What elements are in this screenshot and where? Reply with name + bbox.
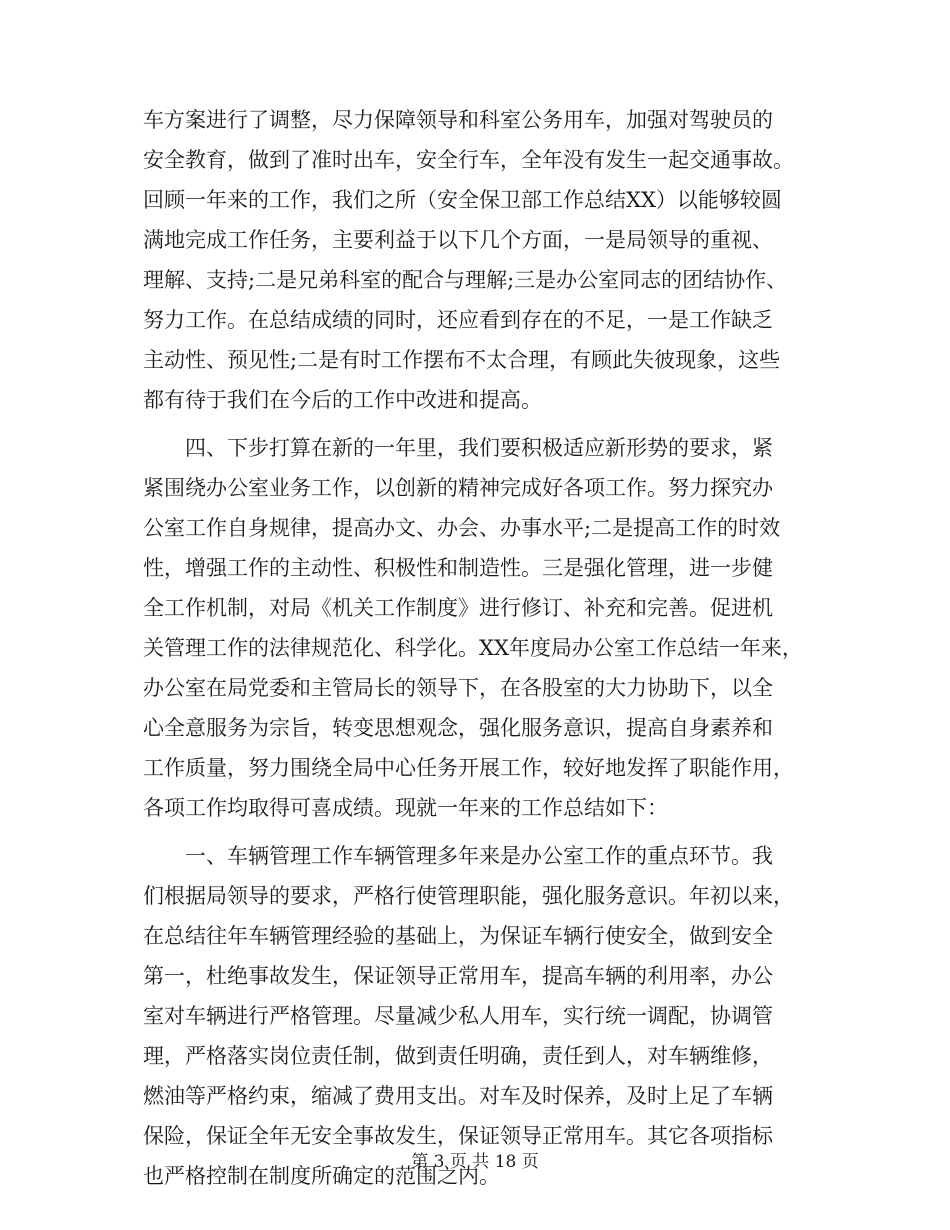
text-line: 努力工作。在总结成绩的同时，还应看到存在的不足，一是工作缺乏 [143, 308, 773, 332]
text-line: 各项工作均取得可喜成绩。现就一年来的工作总结如下： [143, 796, 668, 820]
text-line: 保险，保证全年无安全事故发生，保证领导正常用车。其它各项指标 [143, 1124, 773, 1148]
text-line: 们根据局领导的要求，严格行使管理职能，强化服务意识。年初以来， [143, 884, 794, 908]
text-line: 都有待于我们在今后的工作中改进和提高。 [143, 388, 542, 412]
text-line: 回顾一年来的工作，我们之所（安全保卫部工作总结XX）以能够较圆 [143, 188, 782, 212]
text-line: 车方案进行了调整，尽力保障领导和科室公务用车，加强对驾驶员的 [143, 108, 773, 132]
text-line: 公室工作自身规律，提高办文、办会、办事水平;二是提高工作的时效 [143, 516, 781, 540]
text-line: 燃油等严格约束，缩减了费用支出。对车及时保养，及时上足了车辆 [143, 1084, 773, 1108]
text-line: 满地完成工作任务，主要利益于以下几个方面，一是局领导的重视、 [143, 228, 773, 252]
page-number-footer: 第 3 页 共 18 页 [411, 1152, 539, 1172]
text-line: 办公室在局党委和主管局长的领导下，在各股室的大力协助下，以全 [143, 676, 773, 700]
text-line: 理，严格落实岗位责任制，做到责任明确，责任到人，对车辆维修， [143, 1044, 773, 1068]
text-line: 心全意服务为宗旨，转变思想观念，强化服务意识，提高自身素养和 [143, 716, 773, 740]
text-line: 紧围绕办公室业务工作，以创新的精神完成好各项工作。努力探究办 [143, 476, 773, 500]
text-line: 在总结往年车辆管理经验的基础上，为保证车辆行使安全，做到安全 [143, 924, 773, 948]
text-line: 关管理工作的法律规范化、科学化。XX年度局办公室工作总结一年来， [143, 636, 803, 660]
paragraph-gap [143, 420, 808, 428]
paragraph-gap [143, 828, 808, 836]
document-body [143, 100, 808, 1196]
text-line: 理解、支持;二是兄弟科室的配合与理解;三是办公室同志的团结协作、 [143, 268, 788, 292]
text-line: 全工作机制，对局《机关工作制度》进行修订、补充和完善。促进机 [143, 596, 773, 620]
text-line: 室对车辆进行严格管理。尽量减少私人用车，实行统一调配，协调管 [143, 1004, 773, 1028]
text-line: 工作质量，努力围绕全局中心任务开展工作，较好地发挥了职能作用， [143, 756, 794, 780]
text-line: 主动性、预见性;二是有时工作摆布不太合理，有顾此失彼现象，这些 [143, 348, 781, 372]
text-line: 一、车辆管理工作车辆管理多年来是办公室工作的重点环节。我 [143, 844, 773, 868]
text-line: 性，增强工作的主动性、积极性和制造性。三是强化管理，进一步健 [143, 556, 773, 580]
text-line: 安全教育，做到了准时出车，安全行车，全年没有发生一起交通事故。 [143, 148, 794, 172]
text-line: 也严格控制在制度所确定的范围之内。 [143, 1164, 500, 1188]
text-line: 第一，杜绝事故发生，保证领导正常用车，提高车辆的利用率，办公 [143, 964, 773, 988]
text-line: 四、下步打算在新的一年里，我们要积极适应新形势的要求，紧 [143, 436, 773, 460]
